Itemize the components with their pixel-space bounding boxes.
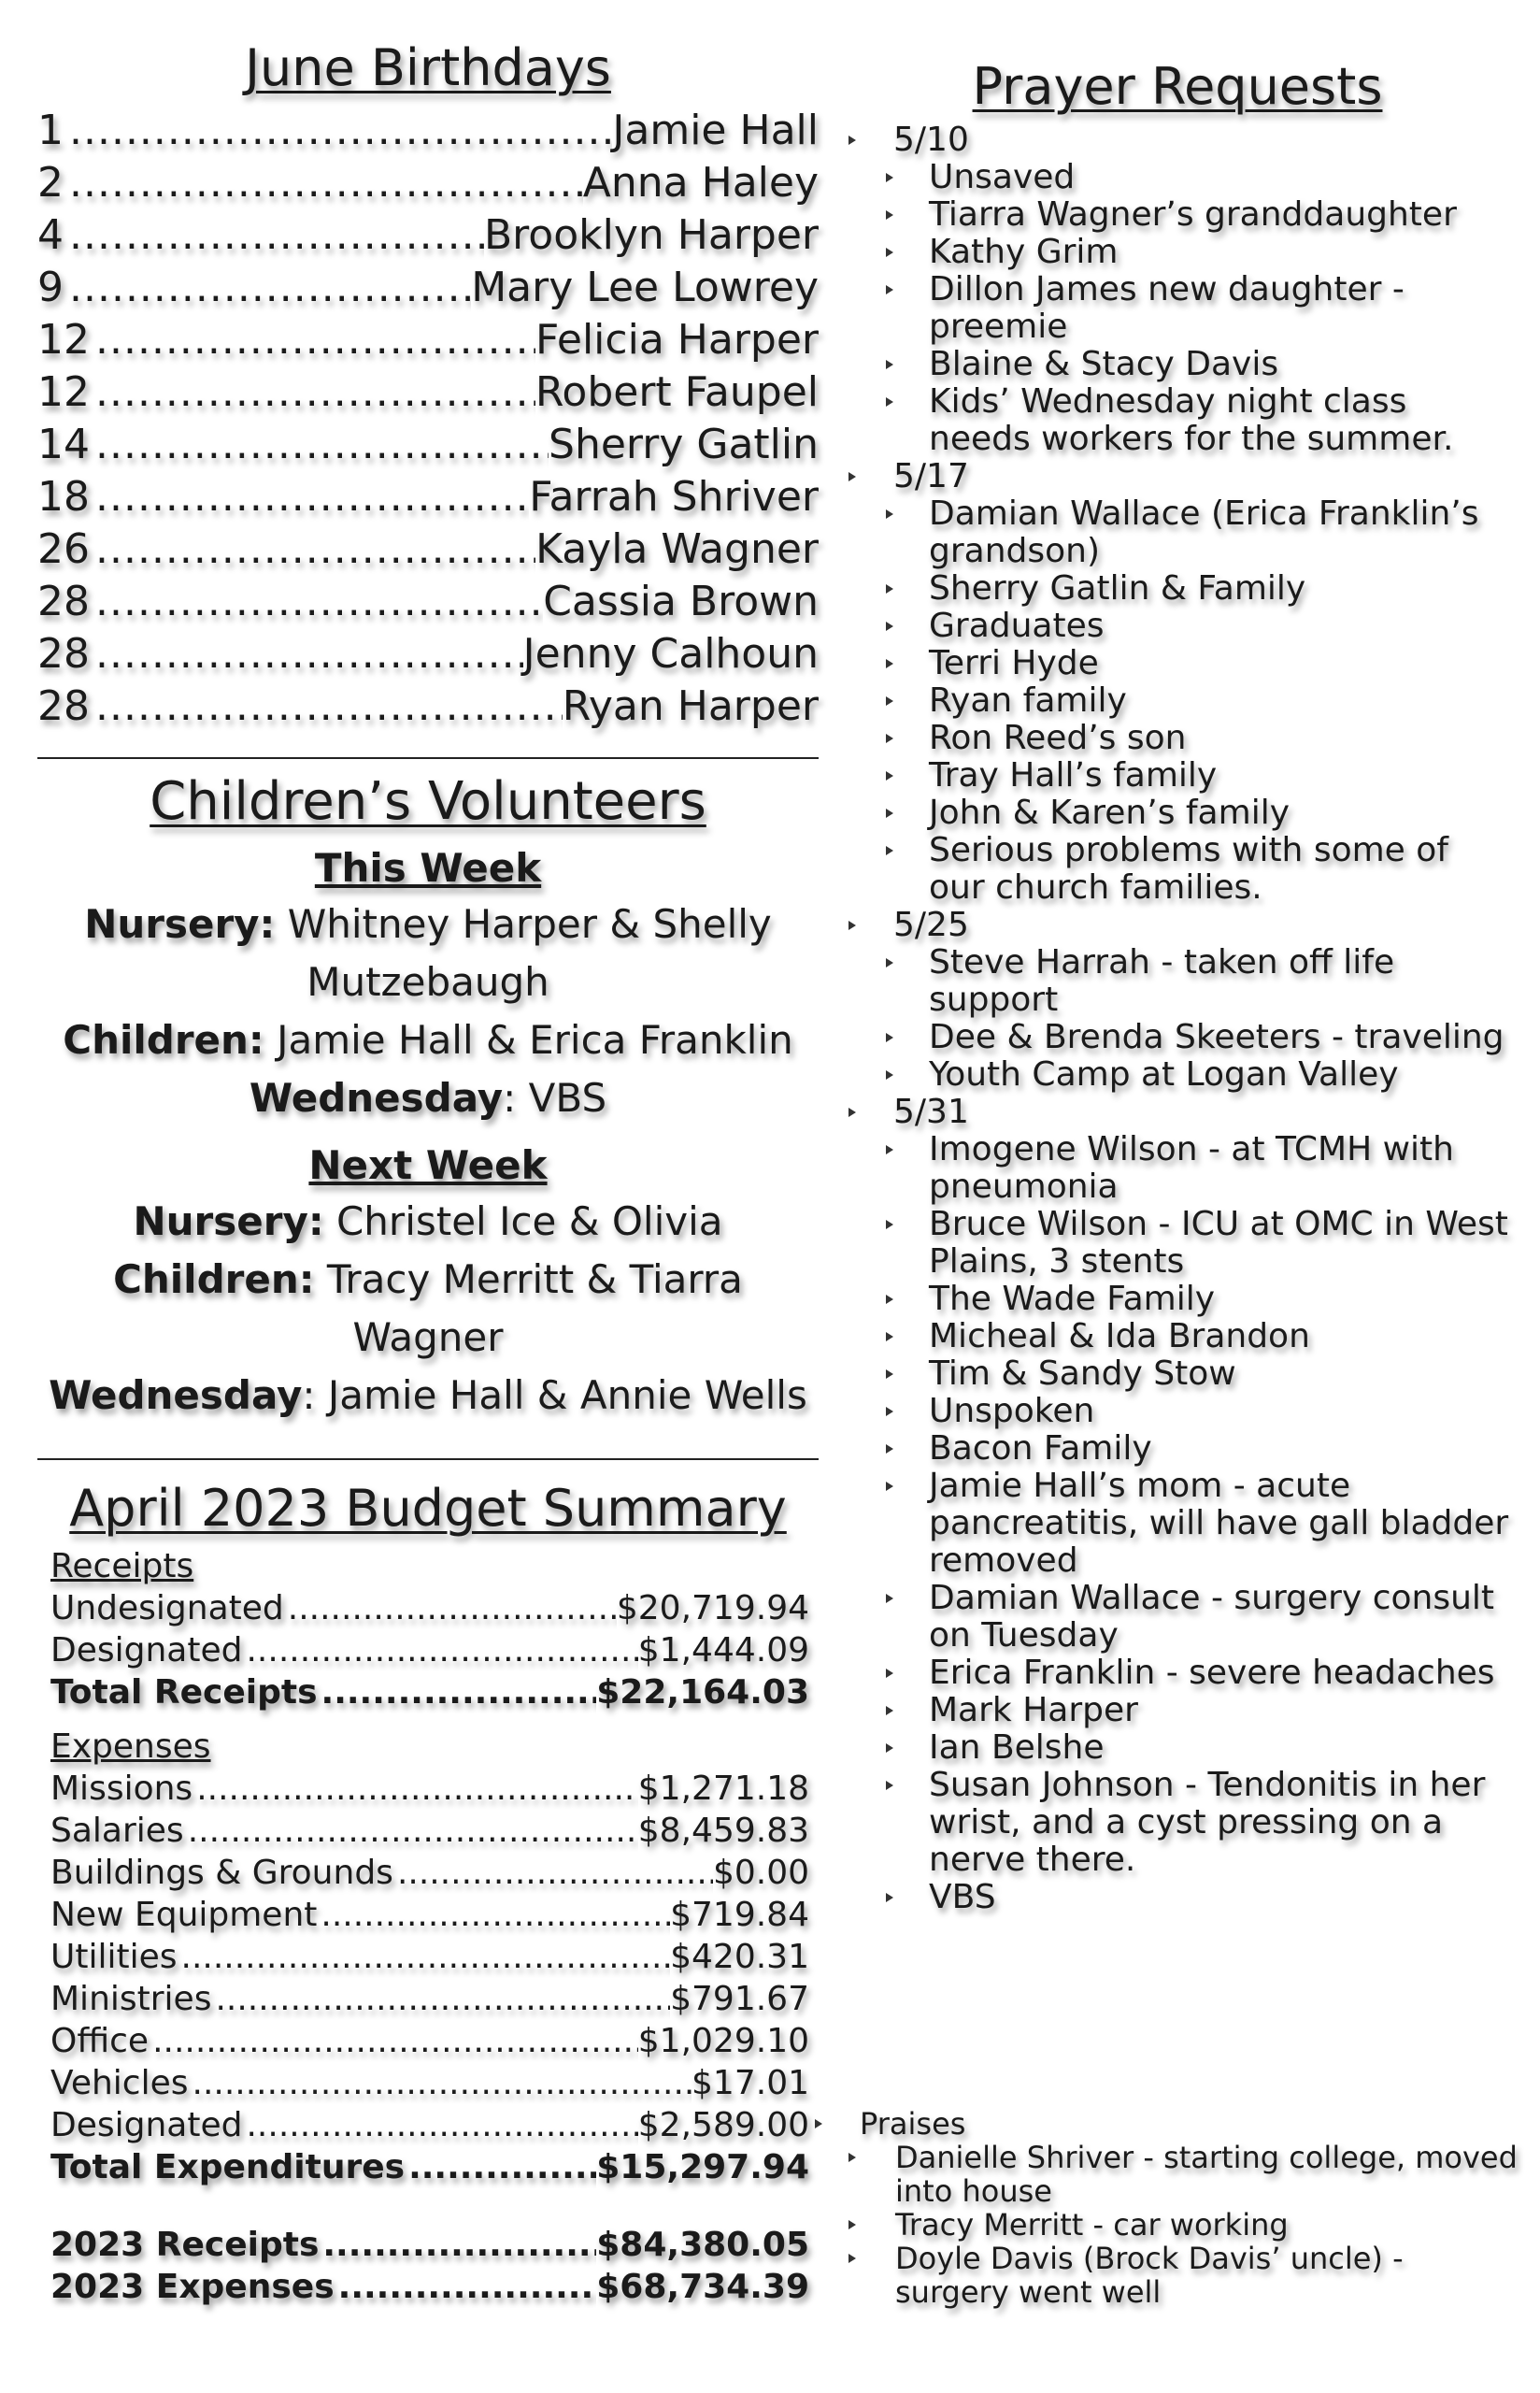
budget-amount: $8,459.83 <box>637 1812 809 1850</box>
prayer-item-text: VBS <box>929 1878 996 1916</box>
budget-amount: $719.84 <box>670 1896 809 1934</box>
triangle-bullet-icon <box>848 136 856 145</box>
triangle-bullet-icon <box>886 1070 893 1080</box>
leader-dots <box>95 471 529 523</box>
triangle-bullet-icon <box>886 1706 893 1715</box>
birthday-row <box>37 209 819 262</box>
receipts-heading: Receipts <box>50 1547 194 1585</box>
triangle-bullet-icon <box>886 1743 893 1753</box>
leader-dots <box>181 1936 671 1978</box>
triangle-bullet-icon <box>848 921 856 930</box>
prayer-item <box>841 570 1514 608</box>
prayer-item <box>841 1281 1514 1318</box>
birthday-row <box>37 681 819 733</box>
prayer-item-text: Susan Johnson - Tendonitis in her wrist, and a cyst pressing on a nerve there. <box>929 1766 1486 1879</box>
triangle-bullet-icon <box>886 1145 893 1154</box>
this-week-nursery: Nursery: Whitney Harper & Shelly Mutzebaugh <box>84 901 772 1005</box>
praise-item <box>811 2141 1521 2208</box>
this-week-heading: This Week <box>314 845 542 891</box>
birthday-row <box>37 523 819 576</box>
birthday-day: 1 <box>37 107 64 154</box>
leader-dots <box>192 2062 692 2104</box>
praises-heading: Praises <box>860 2106 966 2142</box>
birthday-row <box>37 419 819 471</box>
leader-dots <box>95 523 535 576</box>
expense-row <box>50 2020 809 2062</box>
budget-amount: $2,589.00 <box>637 2106 809 2144</box>
triangle-bullet-icon <box>886 397 893 407</box>
prayer-item <box>841 720 1514 757</box>
prayer-item-text: Sherry Gatlin & Family <box>929 569 1306 608</box>
leader-dots <box>95 576 543 628</box>
budget-label: Designated <box>50 2106 243 2144</box>
triangle-bullet-icon <box>848 2254 856 2263</box>
expense-row <box>50 1978 809 2020</box>
birthday-day: 2 <box>37 159 64 207</box>
triangle-bullet-icon <box>886 1407 893 1416</box>
prayer-item <box>841 1580 1514 1655</box>
prayer-date-row <box>841 907 1514 944</box>
expense-row <box>50 1936 809 1978</box>
this-week-wednesday: Wednesday: VBS <box>249 1075 607 1121</box>
prayer-section <box>841 52 1514 1916</box>
triangle-bullet-icon <box>886 1295 893 1304</box>
budget-amount: $0.00 <box>712 1854 809 1892</box>
triangle-bullet-icon <box>848 2153 856 2162</box>
prayer-item-text: Unspoken <box>929 1392 1095 1430</box>
receipt-row <box>50 1629 809 1671</box>
birthday-day: 28 <box>37 578 90 625</box>
birthday-day: 28 <box>37 682 90 730</box>
next-week-nursery: Nursery: Christel Ice & Olivia <box>133 1198 723 1244</box>
prayer-item-text: Dillon James new daughter - preemie <box>929 270 1405 346</box>
birthday-row <box>37 471 819 523</box>
prayer-item-text: Youth Camp at Logan Valley <box>929 1055 1399 1094</box>
triangle-bullet-icon <box>886 285 893 294</box>
triangle-bullet-icon <box>886 846 893 855</box>
prayer-item-text: Micheal & Ida Brandon <box>929 1317 1310 1355</box>
triangle-bullet-icon <box>886 1669 893 1678</box>
prayer-item <box>841 346 1514 383</box>
next-week-wednesday: Wednesday: Jamie Hall & Annie Wells <box>49 1372 807 1418</box>
prayer-item-text: John & Karen’s family <box>929 794 1290 832</box>
triangle-bullet-icon <box>886 1220 893 1229</box>
divider <box>37 757 819 759</box>
prayer-item <box>841 159 1514 196</box>
expenses-list <box>37 1768 819 2146</box>
leader-dots <box>288 1587 617 1629</box>
triangle-bullet-icon <box>848 2220 856 2229</box>
leader-dots <box>69 262 471 314</box>
praises-section <box>811 2107 1521 2309</box>
prayer-item-text: Kids’ Wednesday night class needs workers for the summer. <box>929 382 1454 458</box>
birthdays-title: June Birthdays <box>245 38 611 97</box>
volunteers-section <box>37 765 819 1425</box>
budget-label: Designated <box>50 1631 243 1669</box>
volunteers-title: Children’s Volunteers <box>150 771 706 832</box>
next-week-children: Children: Tracy Merritt & Tiarra Wagner <box>113 1256 743 1360</box>
triangle-bullet-icon <box>886 1482 893 1491</box>
praise-item-text: Danielle Shriver - starting college, moved into house <box>895 2140 1518 2209</box>
birthday-day: 26 <box>37 525 90 573</box>
budget-section <box>37 1471 819 2308</box>
prayer-date-row <box>841 122 1514 159</box>
leader-dots <box>95 628 523 681</box>
triangle-bullet-icon <box>886 622 893 631</box>
expense-row <box>50 2062 809 2104</box>
prayer-date: 5/17 <box>893 457 969 495</box>
prayer-item <box>841 1019 1514 1056</box>
prayer-item <box>841 1655 1514 1692</box>
birthday-name: Ryan Harper <box>562 682 819 730</box>
expense-row <box>50 1768 809 1810</box>
budget-amount: $1,029.10 <box>637 2022 809 2060</box>
prayer-item-text: Kathy Grim <box>929 233 1119 271</box>
triangle-bullet-icon <box>848 472 856 481</box>
leader-dots <box>95 366 535 419</box>
budget-title: April 2023 Budget Summary <box>69 1479 787 1538</box>
budget-label: Utilities <box>50 1938 178 1976</box>
birthday-day: 4 <box>37 211 64 259</box>
leader-dots <box>246 1629 637 1671</box>
budget-amount: $20,719.94 <box>616 1589 809 1627</box>
birthday-day: 28 <box>37 630 90 678</box>
birthday-row <box>37 314 819 366</box>
prayer-item <box>841 196 1514 234</box>
budget-amount: $1,271.18 <box>637 1770 809 1808</box>
budget-label: Missions <box>50 1770 193 1808</box>
triangle-bullet-icon <box>848 1108 856 1117</box>
prayer-item <box>841 944 1514 1019</box>
triangle-bullet-icon <box>886 509 893 519</box>
expense-row <box>50 1810 809 1852</box>
birthday-day: 9 <box>37 264 64 311</box>
prayer-item-text: Unsaved <box>929 158 1076 196</box>
birthday-row <box>37 262 819 314</box>
budget-amount: $17.01 <box>692 2064 809 2102</box>
leader-dots <box>215 1978 670 2020</box>
prayer-item-text: The Wade Family <box>929 1280 1216 1318</box>
birthday-row <box>37 366 819 419</box>
total-receipts-row: Total Receipts ..... $22,164.03 <box>50 1671 809 1713</box>
praise-item <box>811 2242 1521 2309</box>
leader-dots <box>95 419 549 471</box>
praises-heading-row <box>811 2107 1521 2141</box>
prayer-item <box>841 757 1514 795</box>
prayer-item-text: Tiarra Wagner’s granddaughter <box>929 195 1457 234</box>
leader-dots <box>95 681 563 733</box>
birthday-name: Farrah Shriver <box>529 473 819 521</box>
praise-item-text: Doyle Davis (Brock Davis’ uncle) - surgery went well <box>895 2241 1404 2310</box>
prayer-item-text: Serious problems with some of our church families. <box>929 831 1448 907</box>
praise-item-text: Tracy Merritt - car working <box>895 2207 1289 2243</box>
prayer-date: 5/31 <box>893 1093 969 1131</box>
prayer-item <box>841 271 1514 346</box>
prayer-item <box>841 1879 1514 1916</box>
prayer-item <box>841 1318 1514 1355</box>
prayer-item <box>841 832 1514 907</box>
prayer-date-row <box>841 1094 1514 1131</box>
birthday-row <box>37 157 819 209</box>
triangle-bullet-icon <box>886 584 893 594</box>
triangle-bullet-icon <box>886 1781 893 1790</box>
prayer-item-text: Bacon Family <box>929 1429 1152 1468</box>
triangle-bullet-icon <box>886 1893 893 1902</box>
triangle-bullet-icon <box>886 659 893 668</box>
birthday-name: Felicia Harper <box>535 316 819 364</box>
budget-label: Buildings & Grounds <box>50 1854 393 1892</box>
birthday-day: 12 <box>37 316 90 364</box>
receipts-list <box>37 1587 819 1671</box>
triangle-bullet-icon <box>886 1369 893 1379</box>
receipt-row <box>50 1587 809 1629</box>
birthdays-section <box>37 36 819 733</box>
next-week-heading: Next Week <box>308 1142 548 1188</box>
budget-label: Vehicles <box>50 2064 189 2102</box>
prayer-item <box>841 1355 1514 1393</box>
leader-dots <box>69 105 612 157</box>
birthday-row <box>37 576 819 628</box>
birthday-name: Anna Haley <box>582 159 819 207</box>
leader-dots <box>246 2104 637 2146</box>
leader-dots <box>188 1810 638 1852</box>
birthday-name: Kayla Wagner <box>535 525 819 573</box>
prayer-item <box>841 383 1514 458</box>
expense-row <box>50 1894 809 1936</box>
prayer-item <box>841 1206 1514 1281</box>
birthday-name: Jamie Hall <box>612 107 819 154</box>
budget-label: Salaries <box>50 1812 184 1850</box>
prayer-item <box>841 1393 1514 1430</box>
praises-list <box>811 2141 1521 2309</box>
prayer-item <box>841 1056 1514 1094</box>
prayer-item-text: Graduates <box>929 607 1105 645</box>
praise-item <box>811 2208 1521 2242</box>
leader-dots <box>69 157 583 209</box>
prayer-item <box>841 1131 1514 1206</box>
expense-row <box>50 2104 809 2146</box>
prayer-item-text: Damian Wallace (Erica Franklin’s grandson) <box>929 494 1479 570</box>
prayer-item <box>841 1468 1514 1580</box>
triangle-bullet-icon <box>886 696 893 706</box>
birthday-row <box>37 105 819 157</box>
divider <box>37 1458 819 1460</box>
birthday-name: Robert Faupel <box>535 368 819 416</box>
birthday-name: Brooklyn Harper <box>484 211 819 259</box>
prayer-list <box>841 122 1514 1916</box>
expense-row <box>50 1852 809 1894</box>
birthday-day: 18 <box>37 473 90 521</box>
budget-amount: $420.31 <box>670 1938 809 1976</box>
triangle-bullet-icon <box>886 809 893 818</box>
triangle-bullet-icon <box>886 1594 893 1603</box>
prayer-item-text: Jamie Hall’s mom - acute pancreatitis, will have gall bladder removed <box>929 1467 1509 1580</box>
prayer-item <box>841 1430 1514 1468</box>
prayer-item <box>841 1692 1514 1729</box>
prayer-item-text: Blaine & Stacy Davis <box>929 345 1279 383</box>
budget-amount: $1,444.09 <box>637 1631 809 1669</box>
triangle-bullet-icon <box>815 2119 822 2128</box>
birthday-name: Jenny Calhoun <box>522 630 819 678</box>
triangle-bullet-icon <box>886 210 893 220</box>
birthday-name: Mary Lee Lowrey <box>471 264 819 311</box>
prayer-item <box>841 1729 1514 1767</box>
leader-dots <box>321 1894 670 1936</box>
triangle-bullet-icon <box>886 1033 893 1042</box>
prayer-item <box>841 645 1514 682</box>
budget-label: New Equipment <box>50 1896 318 1934</box>
prayer-item-text: Damian Wallace - surgery consult on Tuesday <box>929 1579 1495 1655</box>
prayer-date-row <box>841 458 1514 495</box>
leader-dots <box>95 314 535 366</box>
birthday-name: Sherry Gatlin <box>549 421 819 468</box>
prayer-item-text: Ryan family <box>929 681 1127 720</box>
this-week-children: Children: Jamie Hall & Erica Franklin <box>63 1017 793 1063</box>
triangle-bullet-icon <box>886 360 893 369</box>
budget-amount: $791.67 <box>670 1980 809 2018</box>
prayer-item-text: Tim & Sandy Stow <box>929 1354 1236 1393</box>
prayer-item-text: Terri Hyde <box>929 644 1099 682</box>
prayer-item-text: Steve Harrah - taken off life support <box>929 943 1395 1019</box>
triangle-bullet-icon <box>886 958 893 967</box>
total-expenditures-row: Total Expenditures ..... $15,297.94 <box>50 2146 809 2188</box>
expenses-heading: Expenses <box>50 1727 211 1766</box>
budget-label: Undesignated <box>50 1589 284 1627</box>
prayer-item-text: Ian Belshe <box>929 1728 1105 1767</box>
leader-dots <box>152 2020 638 2062</box>
prayer-item <box>841 234 1514 271</box>
triangle-bullet-icon <box>886 173 893 182</box>
birthday-day: 14 <box>37 421 90 468</box>
prayer-item-text: Imogene Wilson - at TCMH with pneumonia <box>929 1130 1454 1206</box>
budget-label: Office <box>50 2022 150 2060</box>
leader-dots <box>69 209 484 262</box>
birthday-day: 12 <box>37 368 90 416</box>
prayer-date: 5/10 <box>893 121 969 159</box>
prayer-item <box>841 608 1514 645</box>
triangle-bullet-icon <box>886 248 893 257</box>
prayer-item-text: Tray Hall’s family <box>929 756 1218 795</box>
prayer-item-text: Dee & Brenda Skeeters - traveling <box>929 1018 1504 1056</box>
prayer-item <box>841 795 1514 832</box>
birthdays-list <box>37 105 819 733</box>
leader-dots <box>196 1768 638 1810</box>
budget-label: Ministries <box>50 1980 212 2018</box>
birthday-row <box>37 628 819 681</box>
triangle-bullet-icon <box>886 1444 893 1454</box>
prayer-item <box>841 682 1514 720</box>
leader-dots <box>397 1852 713 1894</box>
triangle-bullet-icon <box>886 734 893 743</box>
triangle-bullet-icon <box>886 1332 893 1341</box>
prayer-title: Prayer Requests <box>972 57 1383 116</box>
prayer-item-text: Mark Harper <box>929 1691 1138 1729</box>
ytd-receipts-row: 2023 Receipts ..... $84,380.05 <box>50 2224 809 2266</box>
prayer-date: 5/25 <box>893 906 969 944</box>
birthday-name: Cassia Brown <box>543 578 819 625</box>
triangle-bullet-icon <box>886 771 893 781</box>
prayer-item-text: Bruce Wilson - ICU at OMC in West Plains, 3 stents <box>929 1205 1508 1281</box>
prayer-item-text: Ron Reed’s son <box>929 719 1187 757</box>
ytd-expenses-row: 2023 Expenses ..... $68,734.39 <box>50 2266 809 2308</box>
prayer-item <box>841 1767 1514 1879</box>
prayer-item-text: Erica Franklin - severe headaches <box>929 1654 1495 1692</box>
prayer-item <box>841 495 1514 570</box>
